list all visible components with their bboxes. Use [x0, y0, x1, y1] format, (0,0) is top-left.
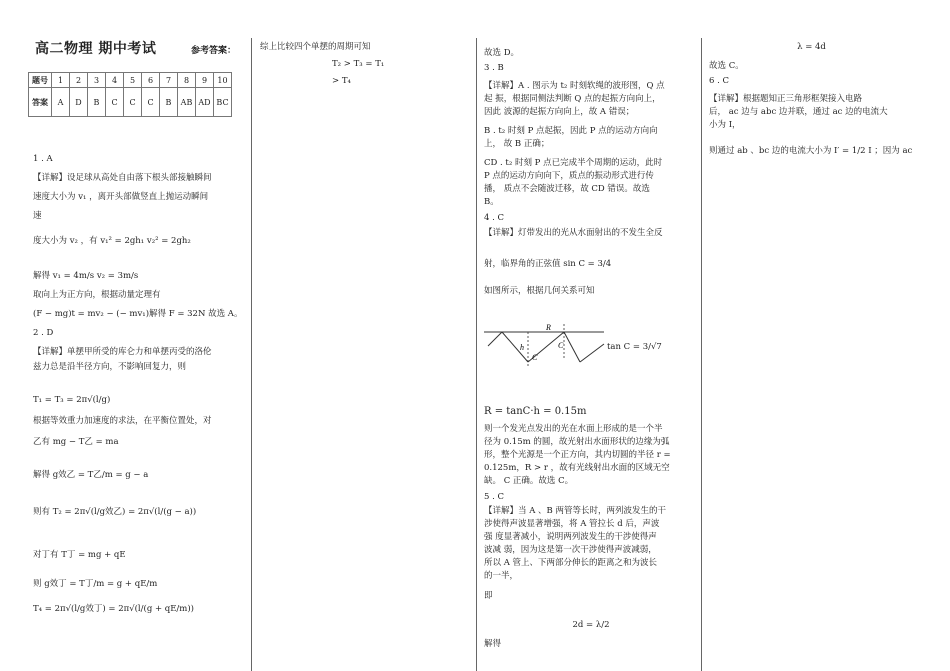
- text-line: 兹力总是沿半径方向，不影响回复力，则: [33, 362, 187, 372]
- text-line: 解得 v₁ = 4m/s v₂ = 3m/s: [33, 271, 139, 281]
- table-row: [29, 73, 232, 88]
- text-line: 缺。 C 正确。故选 C。: [484, 476, 574, 486]
- text-line: 涉使得声波显著增强，将 A 管拉长 d 后，声波: [484, 519, 660, 529]
- column-3-lower: [484, 404, 698, 652]
- text-line: 所以 A 管上、下两部分伸长的距离之和为波长: [484, 558, 658, 568]
- label-C1: C: [532, 353, 538, 362]
- formula: T₁ = T₃ = 2π√(l/g): [33, 395, 111, 405]
- q4-heading: 4 . C: [484, 213, 505, 223]
- formula: R = tanC·h = 0.15m: [484, 406, 587, 417]
- text-line: 即: [484, 591, 493, 601]
- formula: > T₄: [332, 76, 351, 86]
- text-line: (F − mg)t = mv₂ − (− mv₁)解得 F = 32N 故选 A。: [33, 309, 243, 319]
- table-cell: 7: [160, 73, 178, 88]
- column-1: [33, 152, 243, 617]
- table-cell: C: [142, 88, 160, 117]
- formula: 则有 T₂ = 2π√(l/g效乙) = 2π√(l/(g − a)): [33, 507, 197, 517]
- table-cell: 3: [88, 73, 106, 88]
- row-label-number: 题号: [29, 73, 52, 88]
- formula: 对丁有 T丁 = mg + qE: [33, 550, 126, 560]
- text-line: 如图所示，根据几何关系可知: [484, 286, 595, 296]
- text-line: 速: [33, 211, 42, 221]
- text-line: 强 度显著减小，说明两列波发生的干涉使得声: [484, 532, 657, 542]
- q5-heading: 5 . C: [484, 492, 505, 502]
- text-line: 0.125m，R > r ，故有光线射出水面的区域无空: [484, 463, 670, 473]
- light-ray: [488, 332, 502, 346]
- text-line: 速度大小为 v₁ ，离开头部做竖直上抛运动瞬间: [33, 192, 209, 202]
- table-cell: 10: [214, 73, 232, 88]
- text-line: 【详解】单摆甲所受的库仑力和单摆丙受的洛伦: [33, 347, 212, 357]
- text-line: 的一半，: [484, 571, 519, 581]
- table-cell: 9: [196, 73, 214, 88]
- table-cell: 8: [178, 73, 196, 88]
- text-line: 【详解】当 A 、B 两管等长时，两列波发生的干: [484, 506, 666, 516]
- q6-heading: 6 . C: [709, 76, 730, 86]
- text-line: 形，整个光源是一个正方向，其内切圆的半径 r =: [484, 450, 671, 460]
- formula: 则 g效丁 = T丁/m = g + qE/m: [33, 579, 158, 589]
- text-line: 度大小为 v₂ ，有 v₁² = 2gh₁ v₂² = 2gh₂: [33, 236, 191, 246]
- table-cell: 5: [124, 73, 142, 88]
- column-2: [260, 40, 470, 89]
- q1-heading: 1 . A: [33, 154, 53, 164]
- table-cell: B: [160, 88, 178, 117]
- row-label-answer: 答案: [29, 88, 52, 117]
- table-cell: 2: [70, 73, 88, 88]
- text-line: 故选 C。: [709, 61, 744, 71]
- text-line: 综上比较四个单摆的周期可知: [260, 42, 371, 52]
- text-line: B。: [484, 197, 499, 207]
- text-line: 根据等效重力加速度的求法，在平衡位置处，对: [33, 416, 212, 426]
- text-line: 播， 质点不会随波迁移，故 CD 错误。故选: [484, 184, 650, 194]
- label-h: h: [520, 343, 524, 352]
- text-line: 起 振，根据同侧法判断 Q 点的起振方向向上，: [484, 94, 661, 104]
- formula: λ = 4d: [797, 42, 826, 52]
- table-cell: 4: [106, 73, 124, 88]
- table-cell: AD: [196, 88, 214, 117]
- label-C2: C: [558, 341, 564, 350]
- table-cell: B: [88, 88, 106, 117]
- q2-heading: 2 . D: [33, 328, 54, 338]
- table-cell: AB: [178, 88, 196, 117]
- text-line: 小为 I，: [709, 120, 741, 130]
- text-line: 因此 波源的起振方向向上，故 A 错误；: [484, 107, 635, 117]
- text-line: 故选 D。: [484, 48, 520, 58]
- text-line: B . t₂ 时刻 P 点起振，因此 P 点的运动方向向: [484, 126, 658, 136]
- text-line: 则一个发光点发出的光在水面上形成的是一个半: [484, 424, 663, 434]
- text-line: 后， ac 边与 abc 边并联，通过 ac 边的电流大: [709, 107, 888, 117]
- table-cell: A: [52, 88, 70, 117]
- text-line: 解得: [484, 639, 502, 649]
- column-3: [484, 46, 694, 299]
- table-cell: C: [124, 88, 142, 117]
- answer-table: [28, 72, 232, 117]
- column-divider-2: [476, 38, 477, 671]
- text-line: CD . t₂ 时刻 P 点已完成半个周期的运动，此时: [484, 158, 663, 168]
- text-line: 【详解】设足球从高处自由落下根头部接触瞬间: [33, 173, 212, 183]
- answer-label: 参考答案：: [191, 46, 237, 56]
- column-divider-1: [251, 38, 252, 671]
- formula: 2d = λ/2: [572, 620, 610, 630]
- formula: 射，临界角的正弦值 sin C = 3/4: [484, 259, 612, 269]
- refraction-diagram: [484, 320, 614, 370]
- text-line: 【详解】灯带发出的光从水面射出的不发生全反: [484, 228, 663, 238]
- text-line: 【详解】A . 图示为 t₂ 时刻软绳的波形图，Q 点: [484, 81, 665, 91]
- formula-tanC: tan C = 3/√7: [607, 342, 662, 352]
- text-line: 径为 0.15m 的圆，故光射出水面形状的边缘为弧: [484, 437, 670, 447]
- table-cell: 6: [142, 73, 160, 88]
- table-row: [29, 88, 232, 117]
- q3-heading: 3 . B: [484, 63, 504, 73]
- text-line: 上， 故 B 正确；: [484, 139, 550, 149]
- table-cell: BC: [214, 88, 232, 117]
- text-line: P 点的运动方向向下，质点的振动形式进行传: [484, 171, 654, 181]
- table-cell: C: [106, 88, 124, 117]
- text-line: 波减 弱，因为这是第一次干涉使得声波减弱，: [484, 545, 657, 555]
- light-ray: [564, 332, 580, 362]
- text-line: 取向上为正方向，根据动量定理有: [33, 290, 161, 300]
- light-ray: [502, 332, 528, 362]
- table-cell: 1: [52, 73, 70, 88]
- formula: 乙有 mg − T乙 = ma: [33, 437, 119, 447]
- light-ray: [580, 344, 604, 362]
- formula: 解得 g效乙 = T乙/m = g − a: [33, 470, 149, 480]
- formula: T₄ = 2π√(l/g效丁) = 2π√(l/(g + qE/m)): [33, 604, 194, 614]
- formula: T₂ > T₃ = T₁: [332, 59, 385, 69]
- text-line: 则通过 ab 、bc 边的电流大小为 I′ = 1/2 I ；因为 ac: [709, 146, 913, 156]
- table-cell: D: [70, 88, 88, 117]
- column-4: [709, 40, 934, 159]
- page-title: 高二物理 期中考试: [35, 41, 157, 57]
- label-R: R: [546, 323, 551, 332]
- text-line: 【详解】根据题知正三角形框架接入电路: [709, 94, 863, 104]
- column-divider-3: [701, 38, 702, 671]
